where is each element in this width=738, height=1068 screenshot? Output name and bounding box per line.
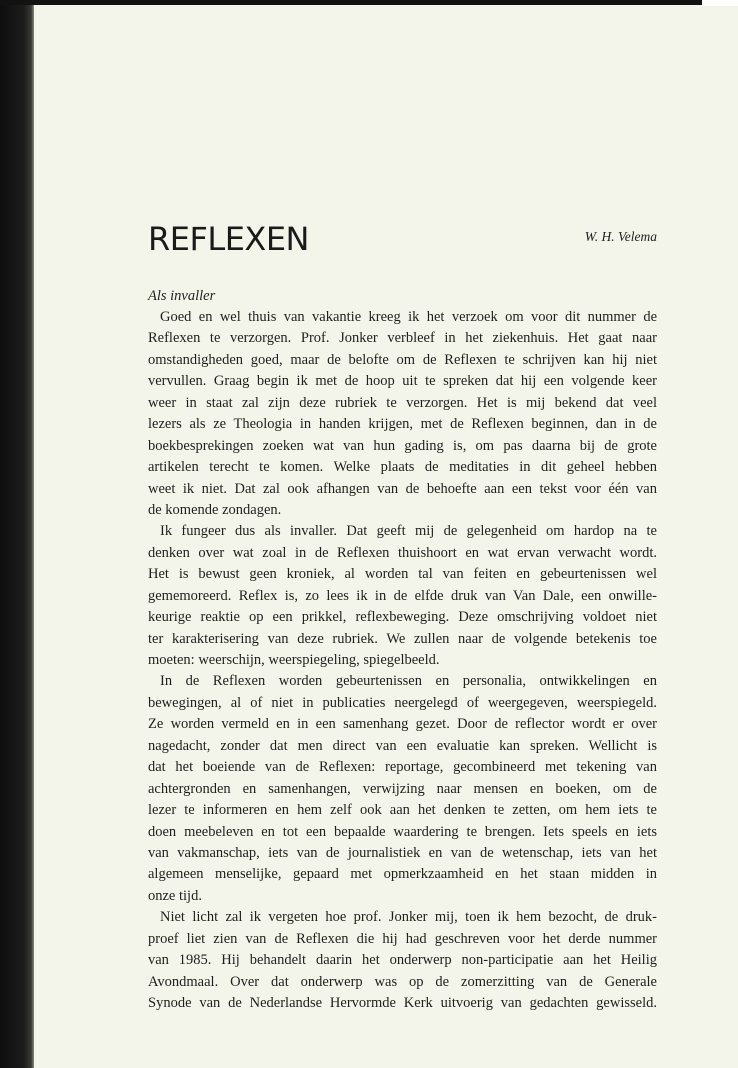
text-line: bewegingen, al of niet in publicaties neergelegd of weergegeven, weerspiegeld.	[148, 694, 657, 711]
section-heading: Als invaller	[148, 288, 216, 304]
text-line: Ik fungeer dus als invaller. Dat geeft mij de gelegenheid om hardop na te	[160, 523, 657, 540]
text-line: ter karakterisering van deze rubriek. We zullen naar de volgende betekenis toe	[148, 630, 657, 647]
text-line: dat het boeiende van de Reflexen: reportage, gecombineerd met tekening van	[148, 759, 657, 776]
text-line: achtergronden en samenhangen, verwijzing naar mensen en boeken, om de	[148, 780, 657, 797]
text-line: algemeen menselijke, gepaard met opmerkzaamheid en het staan midden in	[148, 866, 657, 883]
paragraph	[148, 521, 657, 671]
text-line: lezers als ze Theologia in handen krijgen, met de Reflexen beginnen, dan in de	[148, 416, 657, 433]
text-line: van vakmanschap, iets van de journalistiek en van de wetenschap, iets van het	[148, 844, 657, 861]
paragraph	[148, 907, 657, 1014]
text-line: weer in staat zal zijn deze rubriek te verzorgen. Het is mij bekend dat veel	[148, 394, 657, 411]
paragraph	[148, 671, 657, 907]
text-line: nagedacht, zonder dat men direct van een evaluatie kan spreken. Wellicht is	[148, 737, 657, 754]
text-line: Synode van de Nederlandse Hervormde Kerk uitvoerig van gedachten gewisseld.	[148, 995, 657, 1011]
text-line: de komende zondagen.	[148, 501, 282, 518]
text-line: weet ik niet. Dat zal ook afhangen van de behoefte aan een tekst voor één van	[148, 480, 657, 497]
text-line: Avondmaal. Over dat onderwerp was op de zomerzitting van de Generale	[148, 973, 657, 990]
article-body	[148, 307, 657, 1014]
text-line: onze tijd.	[148, 887, 202, 904]
scan-corner	[702, 0, 738, 6]
text-line: In de Reflexen worden gebeurtenissen en personalia, ontwikkelingen en	[160, 673, 657, 690]
text-line: denken over wat zoal in de Reflexen thuishoort en wat ervan verwacht wordt.	[148, 544, 657, 561]
scan-edge-left	[0, 0, 34, 1068]
text-line: omstandigheden goed, maar de belofte om de Reflexen te schrijven kan hij niet	[148, 351, 657, 368]
text-line: Goed en wel thuis van vakantie kreeg ik het verzoek om voor dit nummer de	[160, 309, 657, 325]
text-line: doen meebeleven en tot een bepaalde waardering te brengen. Iets speels en iets	[148, 823, 657, 840]
scan-edge-top	[0, 0, 702, 5]
text-line: Reflexen te verzorgen. Prof. Jonker verbleef in het ziekenhuis. Het gaat naar	[148, 330, 657, 347]
text-line: keurige reaktie op een prikkel, reflexbeweging. Deze omschrijving voldoet niet	[148, 609, 657, 626]
text-line: artikelen terecht te komen. Welke plaats de meditaties in dit geheel hebben	[148, 459, 657, 476]
text-line: Het is bewust geen kroniek, al worden tal van feiten en gebeurtenissen wel	[148, 566, 657, 583]
article-title: Reflexen	[148, 207, 309, 261]
text-line: Niet licht zal ik vergeten hoe prof. Jonker mij, toen ik hem bezocht, de druk-	[160, 909, 657, 926]
text-line: vervullen. Graag begin ik met de hoop uit te spreken dat hij een volgende keer	[148, 373, 657, 390]
text-line: lezer te informeren en hem zelf ook aan het denken te zetten, om hem iets te	[148, 802, 657, 819]
text-line: boekbesprekingen zoeken wat van hun gading is, om pas daarna bij de grote	[148, 437, 657, 454]
text-line: proef liet zien van de Reflexen die hij had geschreven voor het derde nummer	[148, 930, 657, 947]
text-line: Ze worden vermeld en in een samenhang gezet. Door de reflector wordt er over	[148, 716, 657, 733]
text-line: van 1985. Hij behandelt daarin het onderwerp non-participatie aan het Heilig	[148, 952, 657, 969]
text-line: moeten: weerschijn, weerspiegeling, spiegelbeeld.	[148, 652, 440, 668]
paragraph	[148, 307, 657, 521]
text-line: gememoreerd. Reflex is, zo lees ik in de elfde druk van Van Dale, een onwille-	[148, 587, 657, 604]
article-author: W. H. Velema	[584, 229, 657, 244]
